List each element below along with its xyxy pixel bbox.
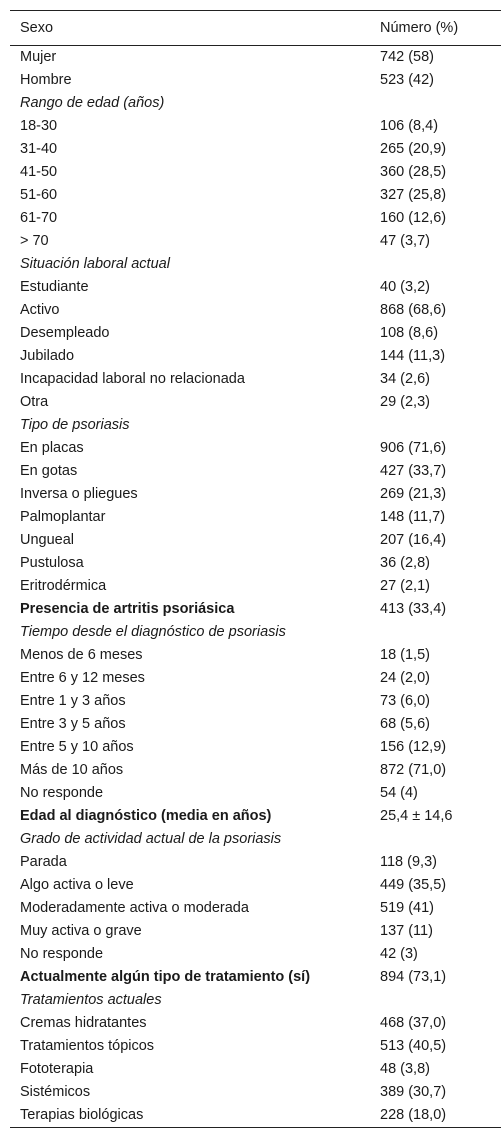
row-value: 68 (5,6) — [380, 716, 430, 732]
row-value: 54 (4) — [380, 785, 418, 801]
row-label: No responde — [20, 785, 104, 801]
row-value: 160 (12,6) — [380, 210, 447, 226]
row-label: Entre 6 y 12 meses — [20, 670, 145, 686]
row-value: 207 (16,4) — [380, 532, 447, 548]
table-row — [10, 207, 501, 230]
row-value — [370, 828, 501, 851]
section-label: Grado de actividad actual de la psoriasis — [20, 831, 282, 847]
section-label: Tratamientos actuales — [20, 992, 162, 1008]
section-header-row — [10, 253, 501, 276]
row-value: 156 (12,9) — [380, 739, 447, 755]
table-container — [10, 0, 501, 1128]
table-row — [10, 69, 501, 92]
table-row — [10, 851, 501, 874]
table-row — [10, 874, 501, 897]
table-row — [10, 1104, 501, 1128]
section-header-row — [10, 828, 501, 851]
table-row — [10, 299, 501, 322]
row-value: 265 (20,9) — [380, 141, 447, 157]
table-row — [10, 1058, 501, 1081]
table-row — [10, 506, 501, 529]
row-label: Muy activa o grave — [20, 923, 142, 939]
row-label: Actualmente algún tipo de tratamiento (sí) — [20, 969, 311, 985]
table-row — [10, 529, 501, 552]
row-label: Presencia de artritis psoriásica — [20, 601, 235, 617]
table-row — [10, 759, 501, 782]
table-row — [10, 230, 501, 253]
row-label: Cremas hidratantes — [20, 1015, 147, 1031]
table-row — [10, 805, 501, 828]
section-header-row — [10, 92, 501, 115]
row-value: 47 (3,7) — [380, 233, 430, 249]
row-label: 51-60 — [20, 187, 58, 203]
demographics-table — [10, 10, 501, 1128]
table-row — [10, 437, 501, 460]
row-value: 519 (41) — [380, 900, 435, 916]
row-label: Activo — [20, 302, 60, 318]
row-value: 513 (40,5) — [380, 1038, 447, 1054]
table-row — [10, 1012, 501, 1035]
row-label: En placas — [20, 440, 84, 456]
section-label: Rango de edad (años) — [20, 95, 165, 111]
row-value: 48 (3,8) — [380, 1061, 430, 1077]
table-row — [10, 713, 501, 736]
row-label: En gotas — [20, 463, 78, 479]
table-header — [10, 11, 501, 46]
table-row — [10, 736, 501, 759]
table-row — [10, 138, 501, 161]
row-value — [370, 414, 501, 437]
table-row — [10, 483, 501, 506]
table-row — [10, 391, 501, 414]
section-label: Tipo de psoriasis — [20, 417, 130, 433]
table-row — [10, 1035, 501, 1058]
row-label: Entre 1 y 3 años — [20, 693, 126, 709]
row-value: 40 (3,2) — [380, 279, 430, 295]
table-row — [10, 115, 501, 138]
row-value: 118 (9,3) — [380, 854, 437, 870]
table-row — [10, 322, 501, 345]
row-label: 41-50 — [20, 164, 58, 180]
row-value: 427 (33,7) — [380, 463, 447, 479]
row-value: 468 (37,0) — [380, 1015, 447, 1031]
table-row — [10, 667, 501, 690]
row-value: 42 (3) — [380, 946, 418, 962]
table-row — [10, 345, 501, 368]
row-value — [370, 92, 501, 115]
row-label: Fototerapia — [20, 1061, 94, 1077]
table-row — [10, 897, 501, 920]
row-label: Edad al diagnóstico (media en años) — [20, 808, 272, 824]
row-label: Estudiante — [20, 279, 89, 295]
row-value: 360 (28,5) — [380, 164, 447, 180]
table-row — [10, 966, 501, 989]
table-row — [10, 1081, 501, 1104]
row-value — [370, 989, 501, 1012]
table-row — [10, 690, 501, 713]
row-label: 31-40 — [20, 141, 58, 157]
row-value: 27 (2,1) — [380, 578, 430, 594]
section-header-row — [10, 989, 501, 1012]
row-value: 148 (11,7) — [380, 509, 446, 525]
row-value: 742 (58) — [380, 49, 435, 65]
row-value: 29 (2,3) — [380, 394, 430, 410]
table-row — [10, 276, 501, 299]
table-row — [10, 598, 501, 621]
row-label: Hombre — [20, 72, 72, 88]
header-numero: Número (%) — [370, 11, 501, 46]
row-label: Algo activa o leve — [20, 877, 134, 893]
row-label: 18-30 — [20, 118, 58, 134]
row-label: Otra — [20, 394, 49, 410]
row-value: 894 (73,1) — [380, 969, 447, 985]
row-label: Parada — [20, 854, 67, 870]
row-value: 137 (11) — [380, 923, 433, 939]
header-sexo: Sexo — [10, 11, 370, 46]
section-header-row — [10, 621, 501, 644]
table-row — [10, 368, 501, 391]
row-label: Desempleado — [20, 325, 110, 341]
row-label: Menos de 6 meses — [20, 647, 143, 663]
row-label: > 70 — [20, 233, 49, 249]
row-label: Incapacidad laboral no relacionada — [20, 371, 245, 387]
row-label: Palmoplantar — [20, 509, 106, 525]
table-row — [10, 782, 501, 805]
row-value: 269 (21,3) — [380, 486, 447, 502]
row-value: 449 (35,5) — [380, 877, 447, 893]
row-value — [370, 253, 501, 276]
row-value: 36 (2,8) — [380, 555, 430, 571]
row-value: 34 (2,6) — [380, 371, 430, 387]
row-value: 24 (2,0) — [380, 670, 430, 686]
table-body — [10, 46, 501, 1128]
section-label: Situación laboral actual — [20, 256, 170, 272]
row-value: 523 (42) — [380, 72, 435, 88]
row-label: Terapias biológicas — [10, 1104, 370, 1128]
row-value: 73 (6,0) — [380, 693, 430, 709]
row-value: 106 (8,4) — [380, 118, 439, 134]
row-label: Mujer — [20, 49, 57, 65]
header-row — [10, 11, 501, 46]
table-row — [10, 161, 501, 184]
row-value: 108 (8,6) — [380, 325, 439, 341]
row-value — [370, 621, 501, 644]
table-row — [10, 46, 501, 70]
row-value: 228 (18,0) — [370, 1104, 501, 1128]
row-label: Pustulosa — [20, 555, 84, 571]
row-label: Tratamientos tópicos — [20, 1038, 155, 1054]
table-row — [10, 920, 501, 943]
section-label: Tiempo desde el diagnóstico de psoriasis — [20, 624, 286, 640]
row-value: 906 (71,6) — [380, 440, 447, 456]
row-value: 144 (11,3) — [380, 348, 446, 364]
table-row — [10, 460, 501, 483]
row-label: Moderadamente activa o moderada — [20, 900, 249, 916]
row-value: 25,4 ± 14,6 — [380, 808, 453, 824]
table-row — [10, 575, 501, 598]
row-value: 327 (25,8) — [380, 187, 447, 203]
row-value: 389 (30,7) — [380, 1084, 447, 1100]
row-value: 18 (1,5) — [380, 647, 430, 663]
row-label: Ungueal — [20, 532, 75, 548]
table-row — [10, 943, 501, 966]
table-row — [10, 644, 501, 667]
table-row — [10, 184, 501, 207]
row-value: 413 (33,4) — [380, 601, 447, 617]
row-label: 61-70 — [20, 210, 58, 226]
row-value: 868 (68,6) — [380, 302, 447, 318]
row-label: Más de 10 años — [20, 762, 124, 778]
row-label: Jubilado — [20, 348, 75, 364]
row-value: 872 (71,0) — [380, 762, 447, 778]
row-label: Entre 5 y 10 años — [20, 739, 134, 755]
row-label: Eritrodérmica — [20, 578, 107, 594]
row-label: No responde — [20, 946, 104, 962]
row-label: Entre 3 y 5 años — [20, 716, 126, 732]
section-header-row — [10, 414, 501, 437]
table-row — [10, 552, 501, 575]
row-label: Sistémicos — [20, 1084, 91, 1100]
row-label: Inversa o pliegues — [20, 486, 138, 502]
